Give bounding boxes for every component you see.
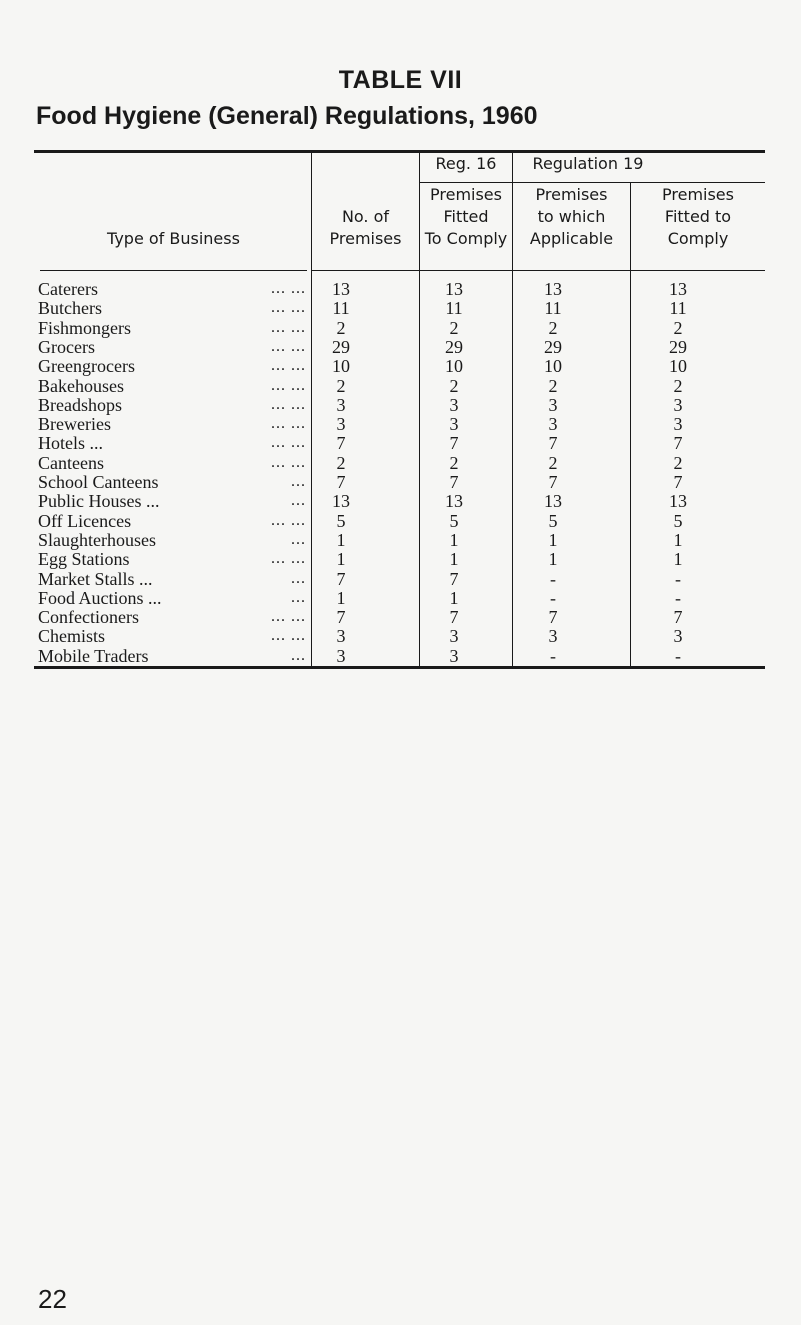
fitted-cell: 13 (445, 491, 463, 512)
header-rule (40, 270, 307, 271)
business-type-cell: School Canteens (38, 472, 159, 492)
premises-cell: 2 (336, 317, 346, 338)
fitted-cell: 3 (449, 626, 459, 647)
fitted-cell: 29 (445, 336, 463, 357)
fitted-cell: 1 (449, 587, 459, 608)
fitted19-cell: - (675, 645, 681, 666)
group-header-rule (419, 182, 765, 183)
fitted19-cell: 10 (669, 356, 687, 377)
premises-cell: 3 (336, 645, 346, 666)
business-type-cell: Public Houses ... (38, 491, 160, 512)
leader-dots: ... ... (271, 415, 306, 433)
table-title: TABLE VII (338, 66, 463, 94)
applicable-cell: 3 (548, 394, 558, 415)
fitted-cell: 2 (449, 317, 459, 338)
leader-dots: ... ... (271, 357, 306, 375)
fitted19-cell: 2 (673, 375, 683, 396)
business-type-cell: Off Licences (38, 510, 132, 531)
header-line: To Comply (424, 229, 508, 248)
leader-dots: ... ... (271, 395, 306, 413)
applicable-cell: 7 (548, 472, 558, 492)
fitted-cell: 13 (445, 279, 463, 299)
premises-cell: 29 (332, 336, 350, 357)
premises-cell: 10 (332, 356, 350, 377)
premises-cell: 1 (336, 587, 346, 608)
leader-dots: ... ... (271, 337, 306, 355)
business-type-cell: Canteens (38, 452, 104, 473)
applicable-cell: 2 (548, 452, 558, 473)
fitted19-cell: 13 (669, 491, 687, 512)
applicable-cell: - (550, 645, 556, 666)
leader-dots: ... (291, 492, 306, 510)
fitted19-cell: 7 (673, 472, 683, 492)
fitted19-cell: - (675, 587, 681, 608)
table-subtitle: Food Hygiene (General) Regulations, 1960 (36, 102, 538, 130)
leader-dots: ... (291, 588, 306, 606)
fitted19-cell: 3 (673, 414, 683, 435)
premises-cell: 1 (336, 529, 346, 550)
fitted-cell: 3 (449, 414, 459, 435)
fitted19-cell: 7 (673, 433, 683, 454)
leader-dots: ... ... (271, 299, 306, 317)
premises-cell: 7 (336, 433, 346, 454)
header-premises-fitted-to-comply (631, 184, 765, 250)
fitted-cell: 10 (445, 356, 463, 377)
fitted-cell: 1 (449, 549, 459, 570)
leader-dots: ... ... (271, 318, 306, 336)
premises-cell: 7 (336, 607, 346, 628)
premises-cell: 11 (332, 298, 350, 319)
fitted19-cell: 2 (673, 452, 683, 473)
leader-dots: ... ... (271, 511, 306, 529)
premises-cell: 13 (332, 279, 350, 299)
fitted19-cell: 3 (673, 626, 683, 647)
applicable-cell: - (550, 568, 556, 589)
bottom-rule (34, 666, 765, 669)
header-line: Applicable (529, 229, 614, 248)
fitted19-cell: 29 (669, 336, 687, 357)
fitted-cell: 7 (449, 472, 459, 492)
applicable-cell: 1 (548, 549, 558, 570)
fitted19-cell: 13 (669, 279, 687, 299)
leader-dots: ... (291, 530, 306, 548)
fitted-cell: 1 (449, 529, 459, 550)
business-type-cell: Mobile Traders (38, 645, 149, 666)
header-premises-fitted (420, 184, 512, 250)
header-type-of-business: Type of Business (107, 229, 240, 248)
fitted19-cell: 1 (673, 529, 683, 550)
business-type-cell: Fishmongers (38, 317, 132, 338)
applicable-cell: 29 (544, 336, 562, 357)
header-line: Fitted (443, 207, 489, 226)
business-type-cell: Market Stalls ... (38, 568, 153, 589)
leader-dots: ... ... (271, 627, 306, 645)
premises-cell: 3 (336, 414, 346, 435)
applicable-cell: 3 (548, 414, 558, 435)
leader-dots: ... (291, 473, 306, 490)
leader-dots: ... (291, 569, 306, 587)
fitted19-cell: 1 (673, 549, 683, 570)
fitted19-cell: 7 (673, 607, 683, 628)
applicable-cell: 1 (548, 529, 558, 550)
leader-dots: ... ... (271, 434, 306, 452)
leader-dots: ... ... (271, 280, 306, 297)
fitted-cell: 11 (445, 298, 463, 319)
premises-cell: 2 (336, 452, 346, 473)
applicable-cell: 2 (548, 375, 558, 396)
column-divider (630, 182, 631, 666)
premises-cell: 1 (336, 549, 346, 570)
fitted19-cell: 2 (673, 317, 683, 338)
fitted19-cell: 5 (673, 510, 683, 531)
business-type-cell: Slaughterhouses (38, 529, 156, 550)
fitted-cell: 7 (449, 607, 459, 628)
premises-cell: 5 (336, 510, 346, 531)
business-type-cell: Greengrocers (38, 356, 135, 377)
applicable-cell: 13 (544, 491, 562, 512)
leader-dots: ... ... (271, 376, 306, 394)
group-header-reg19: Regulation 19 (532, 154, 644, 173)
fitted-cell: 2 (449, 375, 459, 396)
header-line: to which (537, 207, 606, 226)
header-line: Fitted to (664, 207, 732, 226)
leader-dots: ... (291, 646, 306, 664)
header-line: Comply (667, 229, 729, 248)
fitted19-cell: 11 (669, 298, 687, 319)
fitted19-cell: 3 (673, 394, 683, 415)
fitted-cell: 7 (449, 433, 459, 454)
business-type-cell: Egg Stations (38, 549, 130, 570)
applicable-cell: 10 (544, 356, 562, 377)
applicable-cell: 11 (544, 298, 562, 319)
fitted-cell: 5 (449, 510, 459, 531)
premises-cell: 7 (336, 472, 346, 492)
leader-dots: ... ... (271, 550, 306, 568)
applicable-cell: - (550, 587, 556, 608)
group-header-reg16: Reg. 16 (435, 154, 497, 173)
business-type-cell: Breadshops (38, 394, 122, 415)
premises-cell: 3 (336, 394, 346, 415)
premises-cell: 7 (336, 568, 346, 589)
header-line: No. of (341, 207, 390, 226)
business-type-cell: Confectioners (38, 607, 139, 628)
applicable-cell: 5 (548, 510, 558, 531)
fitted-cell: 3 (449, 645, 459, 666)
business-type-cell: Caterers (38, 279, 98, 299)
business-type-cell: Hotels ... (38, 433, 103, 454)
fitted-cell: 2 (449, 452, 459, 473)
page-number: 22 (38, 1284, 67, 1314)
business-type-cell: Grocers (38, 336, 95, 357)
business-type-cell: Food Auctions ... (38, 587, 162, 608)
applicable-cell: 13 (544, 279, 562, 299)
applicable-cell: 7 (548, 433, 558, 454)
business-type-cell: Butchers (38, 298, 102, 319)
leader-dots: ... ... (271, 608, 306, 626)
business-type-cell: Chemists (38, 626, 106, 647)
header-premises-applicable (513, 184, 630, 250)
header-no-of-premises (312, 206, 419, 250)
header-line: Premises (535, 185, 608, 204)
header-line: Premises (329, 229, 402, 248)
applicable-cell: 3 (548, 626, 558, 647)
leader-dots: ... ... (271, 453, 306, 471)
business-type-cell: Bakehouses (38, 375, 124, 396)
premises-cell: 2 (336, 375, 346, 396)
header-line: Premises (662, 185, 734, 204)
fitted-cell: 7 (449, 568, 459, 589)
fitted-cell: 3 (449, 394, 459, 415)
header-line: Premises (430, 185, 502, 204)
business-type-cell: Breweries (38, 414, 111, 435)
applicable-cell: 2 (548, 317, 558, 338)
premises-cell: 3 (336, 626, 346, 647)
premises-cell: 13 (332, 491, 350, 512)
applicable-cell: 7 (548, 607, 558, 628)
fitted19-cell: - (675, 568, 681, 589)
header-rule (311, 270, 765, 271)
